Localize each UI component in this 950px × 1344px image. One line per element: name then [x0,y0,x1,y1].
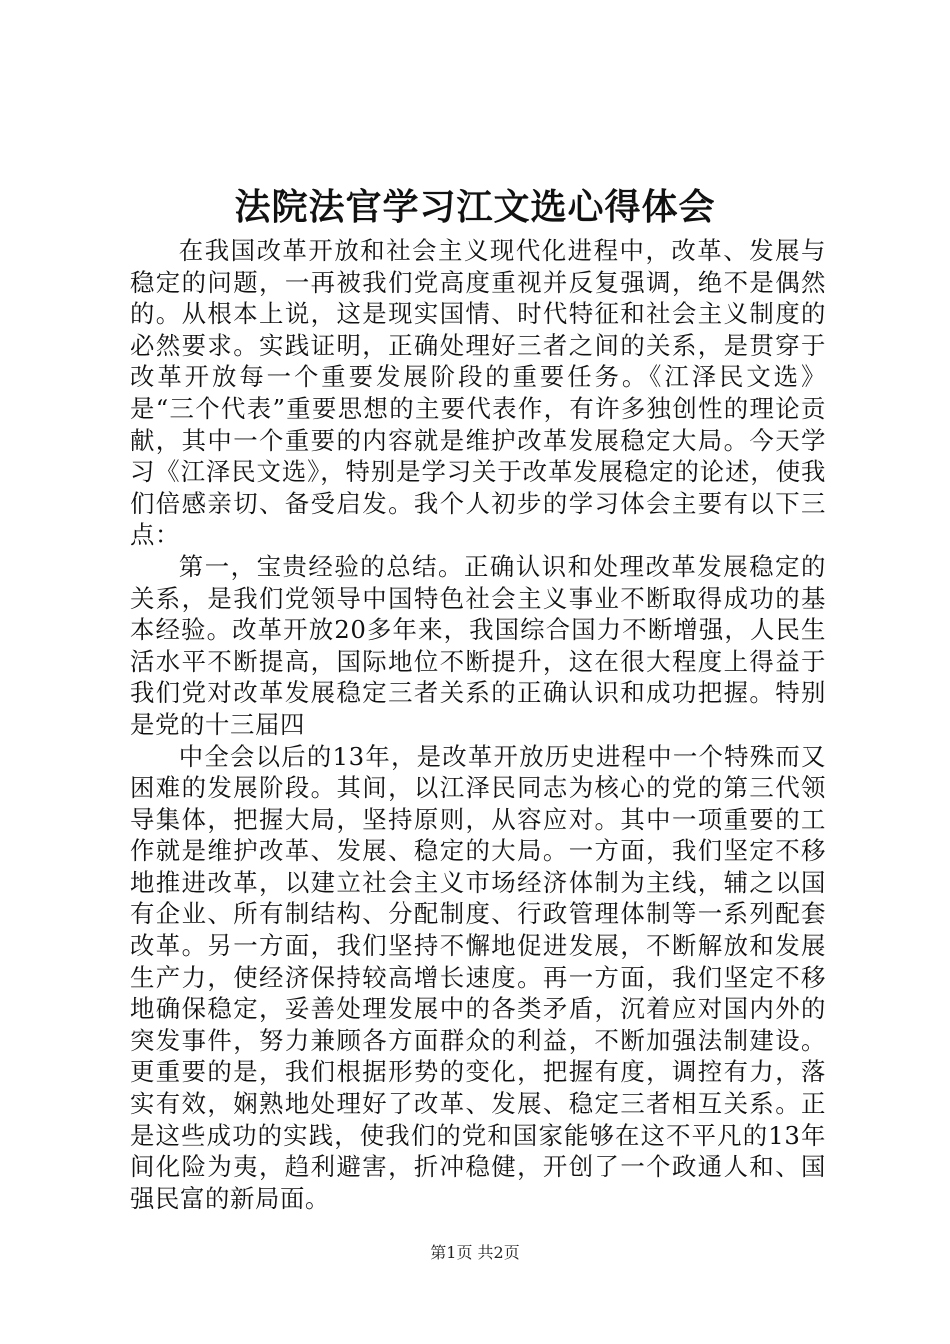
document-body [130,235,826,1214]
document-title: 法院法官学习江文选心得体会 [234,186,716,228]
page-number-footer: 第1页 共2页 [430,1243,520,1262]
paragraph-first-point: 第一，宝贵经验的总结。正确认识和处理改革发展稳定的关系，是我们党领导中国特色社会主义事业不断取得成功的基本经验。改革开放20多年来，我国综合国力不断增强，人民生活水平不断提高，国际地位不断提升，这在很大程度上得益于我们党对改革发展稳定三者关系的正确认识和成功把握。特别是党的十三届四 [130,551,826,739]
paragraph-intro: 在我国改革开放和社会主义现代化进程中，改革、发展与稳定的问题，一再被我们党高度重视并反复强调，绝不是偶然的。从根本上说，这是现实国情、时代特征和社会主义制度的必然要求。实践证明，正确处理好三者之间的关系，是贯穿于改革开放每一个重要发展阶段的重要任务。《江泽民文选》是“三个代表”重要思想的主要代表作，有许多独创性的理论贡献，其中一个重要的内容就是维护改革发展稳定大局。今天学习《江泽民文选》，特别是学习关于改革发展稳定的论述，使我们倍感亲切、备受启发。我个人初步的学习体会主要有以下三点： [130,236,826,550]
paragraph-continuation: 中全会以后的13年，是改革开放历史进程中一个特殊而又困难的发展阶段。其间，以江泽民同志为核心的党的第三代领导集体，把握大局，坚持原则，从容应对。其中一项重要的工作就是维护改革、发展、稳定的大局。一方面，我们坚定不移地推进改革，以建立社会主义市场经济体制为主线，辅之以国有企业、所有制结构、分配制度、行政管理体制等一系列配套改革。另一方面，我们坚持不懈地促进发展，不断解放和发展生产力，使经济保持较高增长速度。再一方面，我们坚定不移地确保稳定，妥善处理发展中的各类矛盾，沉着应对国内外的突发事件，努力兼顾各方面群众的利益，不断加强法制建设。更重要的是，我们根据形势的变化，把握有度，调控有力，落实有效，娴熟地处理好了改革、发展、稳定三者相互关系。正是这些成功的实践，使我们的党和国家能够在这不平凡的13年间化险为夷，趋利避害，折冲稳健，开创了一个政通人和、国强民富的新局面。 [130,741,826,1213]
